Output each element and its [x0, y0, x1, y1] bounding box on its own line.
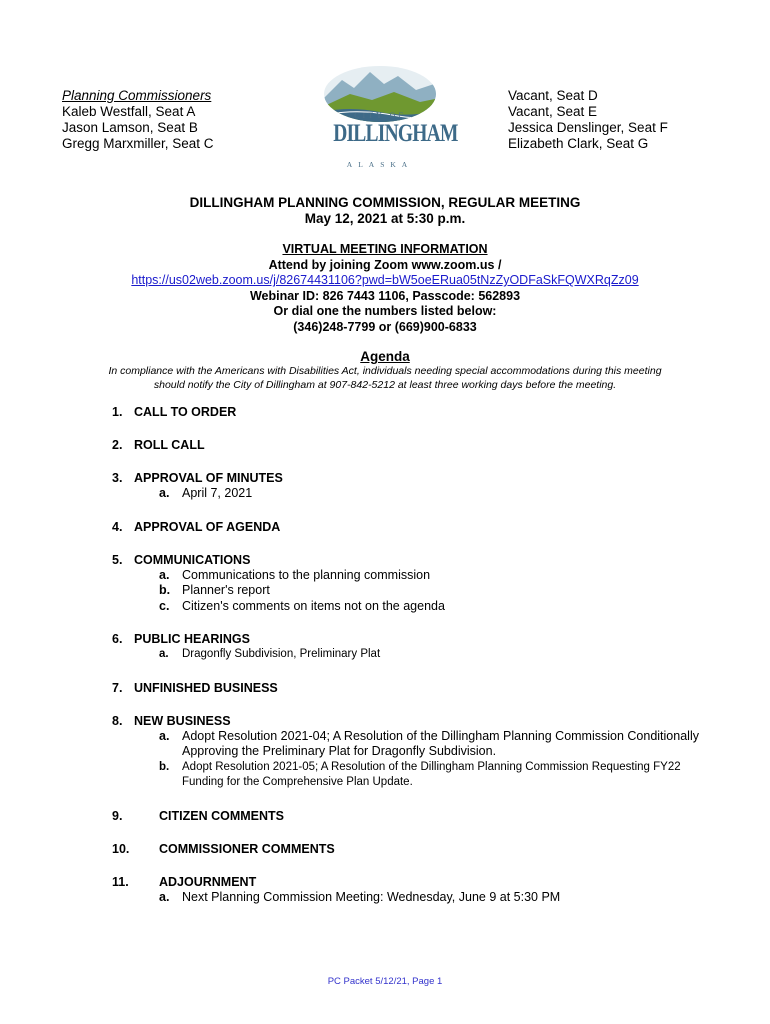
agenda-item-label: UNFINISHED BUSINESS	[134, 680, 278, 695]
agenda-item	[112, 631, 712, 663]
agenda-item	[112, 552, 712, 615]
agenda-item	[112, 874, 712, 906]
agenda-item	[112, 713, 712, 791]
agenda-item-number: 5.	[112, 552, 123, 567]
agenda-subitem	[112, 729, 712, 760]
agenda-item-number: 6.	[112, 632, 123, 646]
zoom-attend-text: Attend by joining Zoom www.zoom.us /	[268, 257, 502, 272]
phone-numbers: (346)248-7799 or (669)900-6833	[293, 319, 477, 334]
commissioners-right	[508, 88, 668, 152]
virtual-heading: VIRTUAL MEETING INFORMATION	[282, 242, 488, 256]
agenda-item-number: 8.	[112, 713, 123, 728]
page-footer: PC Packet 5/12/21, Page 1	[327, 976, 443, 987]
agenda-item-number: 2.	[112, 438, 123, 452]
agenda-subitem-letter: b.	[159, 583, 171, 597]
agenda-subitem	[112, 647, 712, 663]
agenda-item-number: 3.	[112, 471, 123, 485]
agenda-heading: Agenda	[360, 349, 410, 364]
agenda-subitem	[112, 890, 712, 906]
agenda-item	[112, 470, 712, 502]
agenda-item	[112, 404, 712, 420]
agenda-item-number: 4.	[112, 519, 123, 534]
agenda-subitem-letter: a.	[159, 486, 170, 500]
commissioner-seat-f: Jessica Denslinger, Seat F	[508, 120, 668, 135]
ada-compliance-notice: In compliance with the Americans with Disabilities Act, individuals needing special accommodations during this meeting should notify the City of Dillingham at 907-842-5212 at least three working days before the meeting.	[108, 365, 662, 391]
agenda-item-label: APPROVAL OF MINUTES	[134, 471, 283, 485]
virtual-meeting-info	[0, 242, 770, 335]
agenda-item	[112, 808, 712, 824]
agenda-item-number: 1.	[112, 405, 123, 419]
meeting-title-line: DILLINGHAM PLANNING COMMISSION, REGULAR MEETING	[189, 195, 581, 210]
agenda-subitem-text: Planner's report	[182, 583, 270, 597]
agenda-subitem-letter: a.	[159, 889, 170, 904]
agenda-subitem	[112, 486, 712, 502]
agenda-subitem-text: Next Planning Commission Meeting: Wednesday, June 9 at 5:30 PM	[182, 889, 561, 904]
agenda-subitem-text: Citizen's comments on items not on the agenda	[182, 598, 445, 613]
commissioner-seat-g: Elizabeth Clark, Seat G	[508, 136, 649, 151]
webinar-id: Webinar ID: 826 7443 1106, Passcode: 562893	[249, 288, 521, 303]
agenda-item	[112, 680, 712, 696]
logo-city-text: CITY OF	[354, 111, 406, 120]
agenda-item-label: COMMUNICATIONS	[134, 552, 251, 567]
agenda-item	[112, 841, 712, 857]
agenda-list	[112, 404, 712, 922]
agenda-subitem-letter: b.	[159, 760, 170, 773]
agenda-subitem	[112, 568, 712, 584]
agenda-item-number: 9.	[112, 808, 123, 823]
city-logo	[320, 62, 458, 174]
agenda-subitem-text: Adopt Resolution 2021-05; A Resolution of the Dillingham Planning Commission Requesting FY22 Funding for the Comprehensive Plan Update.	[182, 760, 681, 788]
agenda-subitem	[112, 599, 712, 615]
agenda-subitem-text: Adopt Resolution 2021-04; A Resolution of the Dillingham Planning Commission Conditionally Approving the Preliminary Plat for Dragonfly Subdivision.	[182, 728, 699, 758]
agenda-subitem-letter: a.	[159, 567, 170, 582]
commissioner-seat-b: Jason Lamson, Seat B	[62, 120, 198, 135]
agenda-item-number: 11.	[112, 874, 129, 889]
logo-state-text: ALASKA	[346, 160, 414, 169]
agenda-item-label: ROLL CALL	[134, 438, 205, 452]
agenda-item-label: NEW BUSINESS	[134, 713, 231, 728]
commissioner-seat-a: Kaleb Westfall, Seat A	[62, 104, 196, 119]
agenda-subitem-text: Dragonfly Subdivision, Preliminary Plat	[182, 648, 381, 660]
commissioner-seat-c: Gregg Marxmiller, Seat C	[62, 136, 214, 151]
agenda-item-label: COMMISSIONER COMMENTS	[159, 841, 335, 856]
agenda-subitem-text: Communications to the planning commission	[182, 567, 431, 582]
agenda-item-number: 7.	[112, 680, 123, 695]
commissioners-heading: Planning Commissioners	[62, 88, 212, 103]
agenda-subitem-letter: a.	[159, 648, 169, 660]
commissioners-left	[62, 88, 214, 152]
commissioner-seat-d: Vacant, Seat D	[508, 88, 598, 103]
agenda-item-number: 10.	[112, 841, 130, 856]
logo-name-text: DILLINGHAM	[333, 120, 458, 147]
meeting-date: May 12, 2021 at 5:30 p.m.	[304, 211, 466, 226]
agenda-item-label: CITIZEN COMMENTS	[159, 808, 284, 823]
agenda-subitem-text: April 7, 2021	[182, 486, 253, 500]
agenda-item	[112, 437, 712, 453]
agenda-item-label: PUBLIC HEARINGS	[134, 632, 250, 646]
zoom-link[interactable]: https://us02web.zoom.us/j/82674431106?pwd=bW5oeERua05tNzZyODFaSkFQWXRqZz09	[131, 273, 639, 287]
agenda-subitem-letter: a.	[159, 728, 170, 743]
agenda-item-label: CALL TO ORDER	[134, 405, 237, 419]
dial-in-text: Or dial one the numbers listed below:	[273, 304, 497, 318]
agenda-item	[112, 519, 712, 535]
agenda-item-label: APPROVAL OF AGENDA	[134, 519, 281, 534]
meeting-title	[0, 195, 770, 227]
agenda-subitem-letter: c.	[159, 598, 170, 613]
agenda-subitem	[112, 583, 712, 599]
agenda-subitem	[112, 760, 712, 791]
commissioner-seat-e: Vacant, Seat E	[508, 104, 598, 119]
agenda-item-label: ADJOURNMENT	[159, 874, 257, 889]
